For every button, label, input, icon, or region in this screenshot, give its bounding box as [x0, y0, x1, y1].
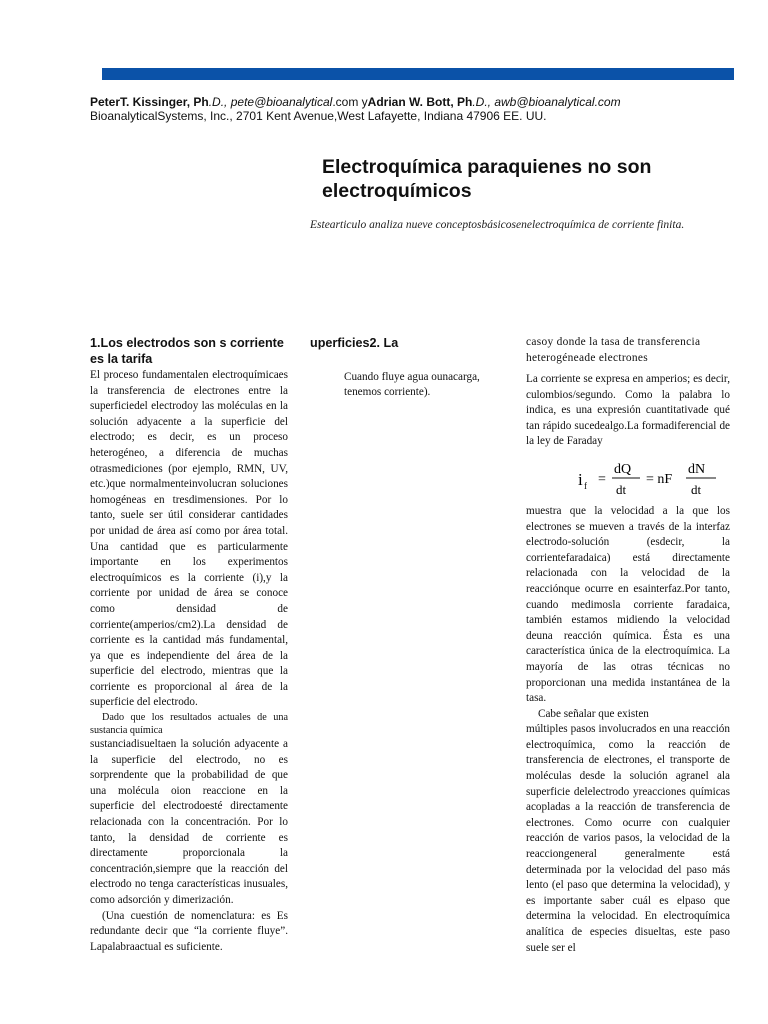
column-1-paragraph-3: (Una cuestión de nomenclatura: es Es redundante decir que “la corriente fluye”. Lapalabraactual es suficiente.: [90, 909, 288, 953]
column-1-paragraph-1: El proceso fundamentalen electroquímicaes la transferencia de electrones entre la superficiedel electrodoy las moléculas en la solución adyacente a la superficie del electrodo; es decir, es un proceso heterogéneo, a diferencia de muchas otrasmediciones (por ejemplo, RMN, UV, etc.)que normalmenteinvolucran soluciones homogéneas en tresdimensiones. Por lo tanto, suele ser útil considerar cantidades por unidad de área así como por área total. Una cantidad que es particularmente importante en los experimentos electroquímicos es la corriente (i),y la corriente por unidad de área se conoce como densidad de corriente(amperios/cm2).La densidad de corriente es la cantidad más fundamental, ya que es independiente del área de la superficie del electrodo, mientras que la corriente es proporcional al área de la superficie del electrodo.: [90, 369, 288, 709]
affiliation: BioanalyticalSystems, Inc., 2701 Kent Avenue,West Lafayette, Indiana 47906 EE. UU.: [90, 109, 547, 123]
equation-denominator-2: dt: [691, 481, 702, 497]
column-3-paragraph-3: múltiples pasos involucrados en una reacción electroquímica, como la reacción de transferencia de electrones, el transporte de moléculas desde la solución agranel ala superficie delelectrodo yreacciones químicas acopladas a la reacción de transferencia de electrones. Como ocurre con cualquier reacción de varios pasos, la velocidad de la reacciongeneral generalmente está determinada por la velocidad del paso más lento (el paso que determina la velocidad), y es importante saber cuál es elpaso que determina la velocidad. En electroquímica analítica de especies disueltas, este paso suele ser el: [526, 723, 730, 954]
column-3: [526, 335, 730, 956]
column-1-paragraph-2-lead: Dado que los resultados actuales de una sustancia química: [90, 712, 288, 737]
equation-equals-1: =: [598, 471, 606, 487]
column-2: [310, 336, 510, 401]
equation-lhs: i: [578, 469, 583, 489]
equation-subscript: f: [584, 480, 587, 491]
column-3-paragraph-3-lead: Cabe señalar que existen: [538, 707, 649, 720]
author-block: [90, 95, 750, 123]
author2-credentials: .D., awb@bioanalytical.com: [472, 95, 621, 109]
article-title: Electroquímica paraquienes no son electroquímicos: [322, 156, 652, 202]
column-3-paragraph-2: muestra que la velocidad a la que los electrones se mueven a través de la interfaz electrodo-solución (esdecir, la corrientefaradaica) está directamente relacionada con la velocidad de la reacciónque ocurre en esainterfaz.Por tanto, cuando medimosla corriente faradaica, también estamos midiendo la velocidad deuna reacción química. Ésta es una característica única de la electroquímica. La mayoría de las otras técnicas no proporcionan una medida instantánea de la tasa.: [526, 504, 730, 705]
author2-name: Adrian W. Bott, Ph: [367, 95, 473, 109]
article-abstract: Estearticulo analiza nueve conceptosbásicosenelectroquímica de corriente finita.: [310, 219, 685, 231]
section-1-heading: 1.Los electrodos son s corriente es la tarifa: [90, 336, 284, 366]
equation-denominator-1: dt: [616, 481, 627, 497]
author-line: [90, 95, 750, 109]
equation-numerator-2: dN: [688, 461, 706, 477]
author1-credentials: .D., pete@bioanalytical: [208, 95, 333, 109]
column-1: [90, 336, 288, 955]
author1-name: PeterT. Kissinger, Ph: [90, 95, 209, 109]
equation-equals-2: = nF: [646, 471, 673, 487]
column-1-paragraph-2: sustanciadisueltaen la solución adyacente a la superficie del electrodo, no es sorprendente que la probabilidad de que una molécula oion reaccione en la superficie del electrodoesté directamente relacionada con la concentración. Por lo tanto, la densidad de corriente es directamente proporcionala la concentración,siempre que la reacción del electrodo no tenga características inusuales, como adsorción y dimerización.: [90, 738, 288, 906]
faraday-equation: [576, 458, 726, 498]
author1-tail: .com y: [332, 95, 368, 109]
section-2-heading: uperficies2. La: [310, 336, 399, 350]
equation-numerator-1: dQ: [614, 461, 632, 477]
section-3-heading: casoy donde la tasa de transferencia heterogéneade electrones: [526, 336, 701, 364]
header-accent-bar: [102, 68, 734, 80]
column-3-paragraph-1: La corriente se expresa en amperios; es decir, culombios/segundo. Como la palabra lo indica, es una expresión cuantitativade qué tan rápido sucedealgo.La formadiferencial de la ley de Faraday: [526, 373, 730, 448]
column-2-paragraph: Cuando fluye agua ounacarga, tenemos corriente).: [344, 370, 480, 399]
